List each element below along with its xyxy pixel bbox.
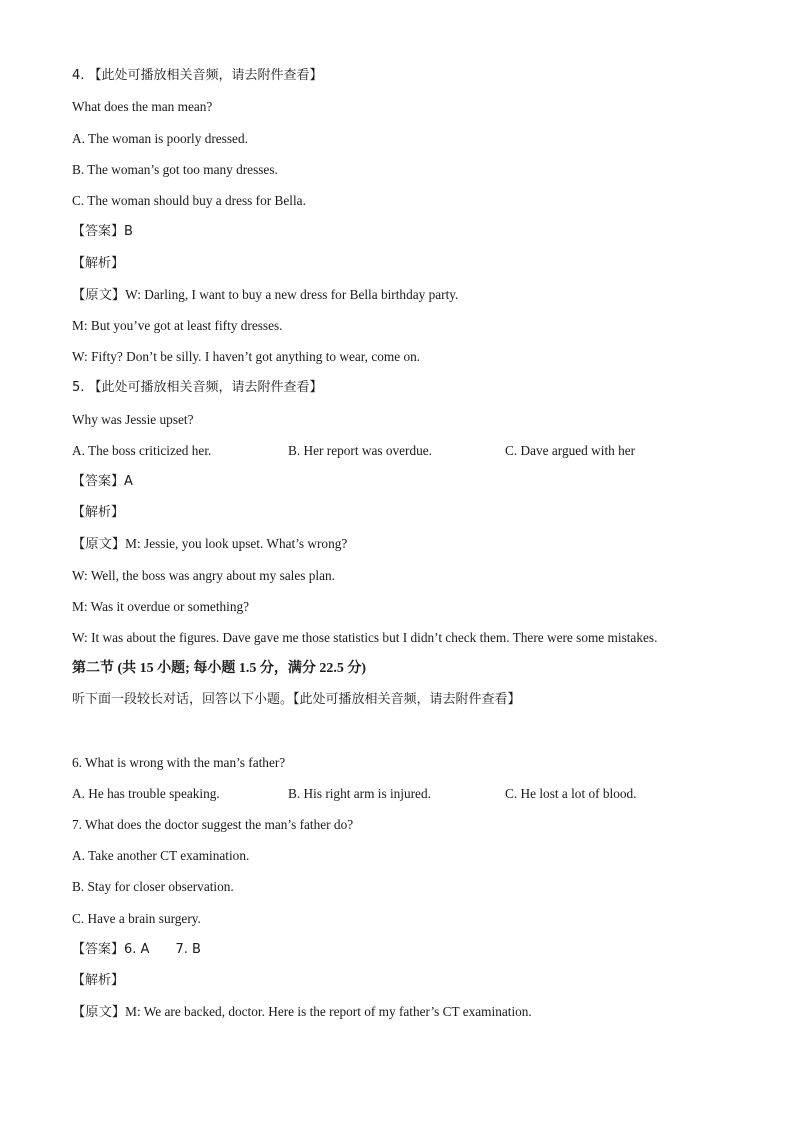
q5-question: Why was Jessie upset? xyxy=(72,412,194,427)
q6-option-b: B. His right arm is injured. xyxy=(288,786,431,801)
q4-transcript-1: 【原文】W: Darling, I want to buy a new dress for Bella birthday party. xyxy=(72,287,459,302)
q7-option-c: C. Have a brain surgery. xyxy=(72,911,201,926)
q6-option-c: C. He lost a lot of blood. xyxy=(505,786,637,801)
q5-answer: 【答案】A xyxy=(72,474,133,489)
q4-analysis: 【解析】 xyxy=(72,256,125,271)
q4-answer: 【答案】B xyxy=(72,224,133,239)
q5-analysis: 【解析】 xyxy=(72,505,125,520)
section2-title: 第二节 (共 15 小题; 每小题 1.5 分，满分 22.5 分) xyxy=(72,661,366,676)
q5-transcript-4: W: It was about the figures. Dave gave me those statistics but I didn’t check them. There were some mistakes. xyxy=(72,630,658,645)
q4-option-c: C. The woman should buy a dress for Bella. xyxy=(72,193,306,208)
q7-question: 7. What does the doctor suggest the man’s father do? xyxy=(72,817,354,832)
q5-transcript-2: W: Well, the boss was angry about my sales plan. xyxy=(72,568,335,583)
q7-option-a: A. Take another CT examination. xyxy=(72,848,250,863)
q5-header: 5. 【此处可播放相关音频，请去附件查看】 xyxy=(72,380,323,395)
q6-option-a: A. He has trouble speaking. xyxy=(72,786,220,801)
q4-option-b: B. The woman’s got too many dresses. xyxy=(72,162,278,177)
q67-answer xyxy=(72,941,201,959)
q5-option-b: B. Her report was overdue. xyxy=(288,443,432,458)
q7-option-b: B. Stay for closer observation. xyxy=(72,879,234,894)
q6-question: 6. What is wrong with the man’s father? xyxy=(72,755,286,770)
q5-transcript-1: 【原文】M: Jessie, you look upset. What’s wrong? xyxy=(72,536,348,551)
q4-header: 4. 【此处可播放相关音频，请去附件查看】 xyxy=(72,68,323,83)
q67-answer-2: 7. B xyxy=(175,942,201,957)
q4-question: What does the man mean? xyxy=(72,99,213,114)
q67-transcript-1: 【原文】M: We are backed, doctor. Here is the report of my father’s CT examination. xyxy=(72,1004,532,1019)
q5-option-a: A. The boss criticized her. xyxy=(72,443,212,458)
section2-intro: 听下面一段较长对话，回答以下小题。【此处可播放相关音频，请去附件查看】 xyxy=(72,692,521,707)
q5-option-c: C. Dave argued with her xyxy=(505,443,636,458)
q4-transcript-2: M: But you’ve got at least fifty dresses. xyxy=(72,318,283,333)
q5-transcript-3: M: Was it overdue or something? xyxy=(72,599,250,614)
q4-transcript-3: W: Fifty? Don’t be silly. I haven’t got anything to wear, come on. xyxy=(72,349,421,364)
q67-answer-1: 【答案】6. A xyxy=(72,942,150,957)
q4-option-a: A. The woman is poorly dressed. xyxy=(72,131,248,146)
q67-analysis: 【解析】 xyxy=(72,973,125,988)
